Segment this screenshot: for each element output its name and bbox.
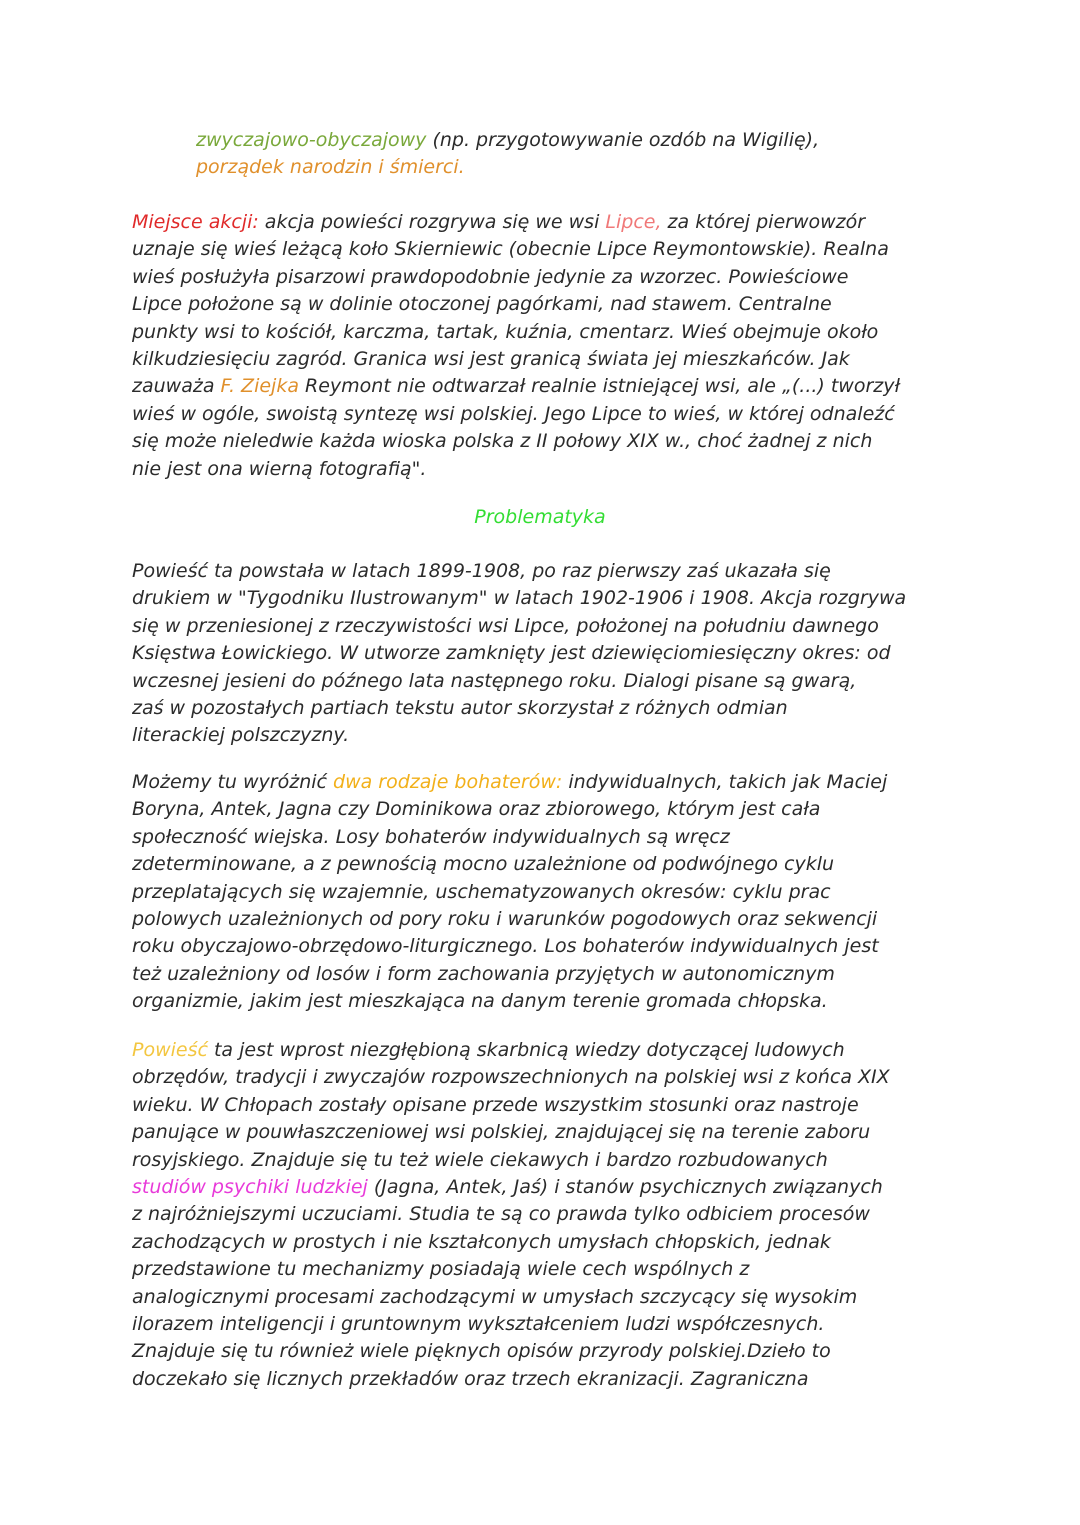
highlight-studiow: studiów psychiki ludzkiej: [132, 1176, 368, 1199]
paragraph-3: Powieść ta jest wprost niezgłębioną skarbnicą wiedzy dotyczącej ludowych obrzędów, tradycji i zwyczajów rozpowszechnionych na polskiej wsi z końca XIX wieku. W Chłopach zostały opisane przede wszystkim stosunki oraz nastroje panujące w pouwłaszczeniowej wsi polskiej, znajdującej się na terenie zaboru rosyjskiego. Znajduje się tu też wiele ciekawych i bardzo rozbudowanych studiów psychiki ludzkiej (Jagna, Antek, Jaś) i stanów psychicznych związanych z najróżniejszymi uczuciami. Studia te są co prawda tylko odbiciem procesów zachodzących w prostych i nie kształconych umysłach chłopskich, jednak przedstawione tu mechanizmy posiadają wiele cech wspólnych z analogicznymi procesami zachodzącymi w umysłach szczycący się wysokim ilorazem inteligencji i gruntownym wykształceniem ludzi współczesnych. Znajduje się tu również wiele pięknych opisów przyrody polskiej.Dzieło to doczekało się licznych przekładów oraz trzech ekranizacji. Zagraniczna: [132, 1039, 890, 1390]
highlight-porzadek: porządek narodzin i śmierci.: [196, 156, 465, 179]
miejsce-akcji-paragraph: Miejsce akcji: akcja powieści rozgrywa się we wsi Lipce, za której pierwowzór uznaje się wieś leżącą koło Skierniewic (obecnie Lipce Reymontowskie). Realna wieś posłużyła pisarzowi prawdopodobnie jedynie za wzorzec. Powieściowe Lipce położone są w dolinie otoczonej pagórkami, nad stawem. Centralne punkty wsi to kościół, karczma, tartak, kuźnia, cmentarz. Wieś obejmuje około kilkudziesięciu zagród. Granica wsi jest granicą świata jej mieszkańców. Jak zauważa F. Ziejka Reymont nie odtwarzał realnie istniejącej wsi, ale „(...) tworzył wieś w ogóle, swoistą syntezę wsi polskiej. Jego Lipce to wieś, w której odnaleźć się może nieledwie każda wioska polska z II połowy XIX w., choć żadnej z nich nie jest ona wierną fotografią".: [132, 211, 900, 480]
paragraph-2: Możemy tu wyróżnić dwa rodzaje bohaterów: indywidualnych, takich jak Maciej Boryna, Antek, Jagna czy Dominikowa oraz zbiorowego, którym jest cała społeczność wiejska. Losy bohaterów indywidualnych są wręcz zdeterminowane, a z pewnością mocno uzależnione od podwójnego cyklu przeplatających się wzajemnie, uschematyzowanych okresów: cyklu prac polowych uzależnionych od pory roku i warunków pogodowych oraz sekwencji roku obyczajowo-obrzędowo-liturgicznego. Los bohaterów indywidualnych jest też uzależniony od losów i form zachowania przyjętych w autonomicznym organizmie, jakim jest mieszkająca na danym terenie gromada chłopska.: [132, 771, 888, 1013]
highlight-dwa-rodzaje: dwa rodzaje bohaterów:: [333, 771, 563, 793]
highlight-ziejka: F. Ziejka: [220, 375, 299, 398]
intro-line-2: [196, 154, 996, 181]
highlight-zwyczajowo: zwyczajowo-obyczajowy: [196, 129, 427, 151]
highlight-powiesc: Powieść: [132, 1039, 208, 1061]
section-heading: Problematyka: [474, 506, 606, 528]
paragraph-1: Powieść ta powstała w latach 1899-1908, po raz pierwszy zaś ukazała się drukiem w "Tygodniku Ilustrowanym" w latach 1902-1906 i 1908. Akcja rozgrywa się w przeniesionej z rzeczywistości wsi Lipce, położonej na południu dawnego Księstwa Łowickiego. W utworze zamknięty jest dziewięciomiesięczny okres: od wczesnej jesieni do późnego lata następnego roku. Dialogi pisane są gwarą, zaś w pozostałych partiach tekstu autor skorzystał z różnych odmian literackiej polszczyzny.: [132, 560, 907, 747]
miejsce-akcji-label: Miejsce akcji:: [132, 211, 259, 233]
highlight-lipce: Lipce,: [605, 211, 662, 233]
intro-line-1: zwyczajowo-obyczajowy (np. przygotowywanie ozdób na Wigilię),: [196, 129, 820, 151]
intro-block: [196, 127, 996, 182]
